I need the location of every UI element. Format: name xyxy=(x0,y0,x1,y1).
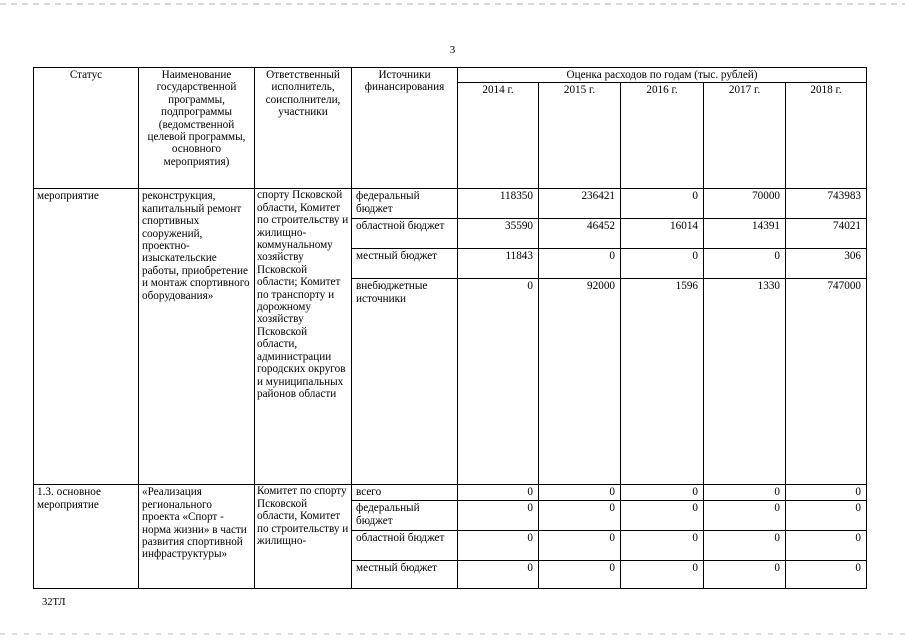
block2-federal-2017: 0 xyxy=(704,501,786,531)
block1-executor: спорту Псковской области, Комитет по строительству и жилищно-коммунальному хозяйству Псковской области; Комитет по транспорту и дорожному хозяйству Псковской области, администрации городских округов и муниципальных районов области xyxy=(255,189,352,485)
header-year-2015: 2015 г. xyxy=(539,83,621,189)
block2-source-local: местный бюджет xyxy=(352,561,458,589)
header-estimate: Оценка расходов по годам (тыс. рублей) xyxy=(458,68,867,83)
header-year-2014: 2014 г. xyxy=(458,83,539,189)
block1-status: мероприятие xyxy=(34,189,139,485)
block1-federal-2015: 236421 xyxy=(539,189,621,219)
block2-source-total: всего xyxy=(352,485,458,501)
block2-local-2018: 0 xyxy=(786,561,867,589)
block1-federal-2016: 0 xyxy=(621,189,704,219)
block2-local-2017: 0 xyxy=(704,561,786,589)
block2-total-2017: 0 xyxy=(704,485,786,501)
block1-federal-2017: 70000 xyxy=(704,189,786,219)
block1-name: реконструкция, капитальный ремонт спортивных сооружений, проектно-изыскательские работы, приобретение и монтаж спортивного оборудования» xyxy=(139,189,255,485)
header-year-2016: 2016 г. xyxy=(621,83,704,189)
block1-source-regional: областной бюджет xyxy=(352,219,458,249)
scan-bottom-edge xyxy=(0,633,905,635)
block1-local-2018: 306 xyxy=(786,249,867,279)
scan-top-edge xyxy=(0,3,905,5)
block2-status: 1.3. основное мероприятие xyxy=(34,485,139,589)
block1-local-2016: 0 xyxy=(621,249,704,279)
block2-regional-2014: 0 xyxy=(458,531,539,561)
block1-source-local: местный бюджет xyxy=(352,249,458,279)
block1-regional-2015: 46452 xyxy=(539,219,621,249)
block2-name: «Реализация регионального проекта «Спорт - норма жизни» в части развития спортивной инфраструктуры» xyxy=(139,485,255,589)
block1-regional-2017: 14391 xyxy=(704,219,786,249)
block2-source-regional: областной бюджет xyxy=(352,531,458,561)
block2-total-2018: 0 xyxy=(786,485,867,501)
header-year-2018: 2018 г. xyxy=(786,83,867,189)
block2-local-2014: 0 xyxy=(458,561,539,589)
header-year-2017: 2017 г. xyxy=(704,83,786,189)
block1-regional-2016: 16014 xyxy=(621,219,704,249)
block2-regional-2017: 0 xyxy=(704,531,786,561)
page-number: 3 xyxy=(449,44,456,56)
block2-total-2015: 0 xyxy=(539,485,621,501)
block1-federal-2014: 118350 xyxy=(458,189,539,219)
block2-total-2014: 0 xyxy=(458,485,539,501)
block1-extrabudget-2017: 1330 xyxy=(704,279,786,485)
block2-federal-2016: 0 xyxy=(621,501,704,531)
block2-regional-2018: 0 xyxy=(786,531,867,561)
block1-local-2017: 0 xyxy=(704,249,786,279)
block2-local-2015: 0 xyxy=(539,561,621,589)
block2-source-federal: федеральный бюджет xyxy=(352,501,458,531)
block2-local-2016: 0 xyxy=(621,561,704,589)
block1-extrabudget-2018: 747000 xyxy=(786,279,867,485)
block2-federal-2015: 0 xyxy=(539,501,621,531)
block2-federal-2014: 0 xyxy=(458,501,539,531)
block1-federal-2018: 743983 xyxy=(786,189,867,219)
block2-executor: Комитет по спорту Псковской области, Комитет по строительству и жилищно- xyxy=(255,485,352,589)
block2-regional-2016: 0 xyxy=(621,531,704,561)
block1-regional-2014: 35590 xyxy=(458,219,539,249)
block1-extrabudget-2014: 0 xyxy=(458,279,539,485)
block1-extrabudget-2015: 92000 xyxy=(539,279,621,485)
header-program-name: Наименование государственной программы, подпрограммы (ведомственной целевой программы, основного мероприятия) xyxy=(139,68,255,189)
block1-local-2015: 0 xyxy=(539,249,621,279)
block1-source-federal: федеральный бюджет xyxy=(352,189,458,219)
footer-code: 32ТЛ xyxy=(42,597,66,608)
expenditure-table xyxy=(33,67,867,589)
header-status: Статус xyxy=(34,68,139,189)
header-sources: Источники финансирования xyxy=(352,68,458,189)
block1-extrabudget-2016: 1596 xyxy=(621,279,704,485)
block1-local-2014: 11843 xyxy=(458,249,539,279)
block2-total-2016: 0 xyxy=(621,485,704,501)
block1-regional-2018: 74021 xyxy=(786,219,867,249)
block1-source-extrabudget: внебюджетные источники xyxy=(352,279,458,485)
header-executor: Ответственный исполнитель, соисполнители, участники xyxy=(255,68,352,189)
block2-regional-2015: 0 xyxy=(539,531,621,561)
block2-federal-2018: 0 xyxy=(786,501,867,531)
